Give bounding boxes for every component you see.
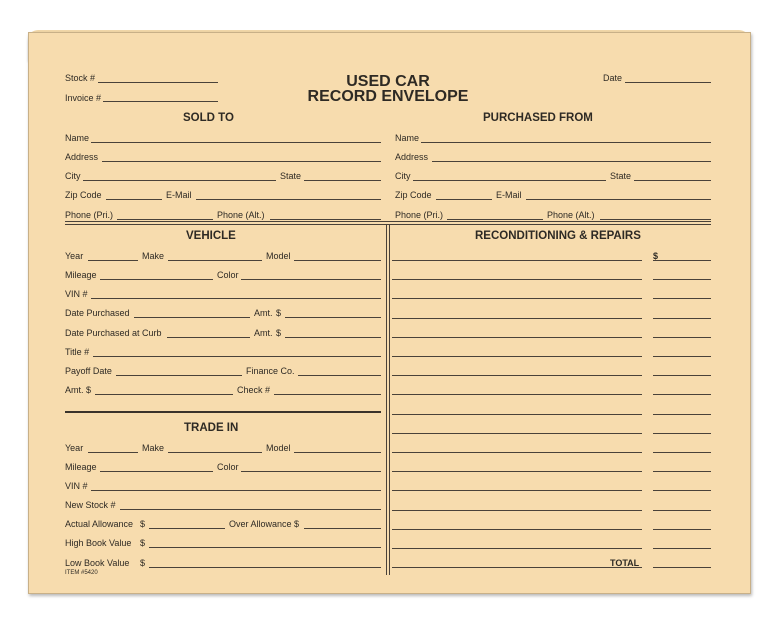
pf-state-label: State — [610, 171, 632, 181]
veh-vin-label: VIN # — [65, 289, 88, 299]
recon-description-line[interactable] — [392, 318, 642, 319]
pf-email-field[interactable] — [526, 199, 711, 200]
pf-phone-alt-label: Phone (Alt.) — [547, 210, 595, 220]
pf-email-label: E-Mail — [496, 190, 522, 200]
ti-color-label: Color — [217, 462, 239, 472]
recon-description-line[interactable] — [392, 452, 642, 453]
veh-year-field[interactable] — [88, 260, 138, 261]
ti-actual-allowance-dollar: $ — [140, 519, 146, 529]
sold-email-label: E-Mail — [166, 190, 192, 200]
ti-actual-allowance-label: Actual Allowance — [65, 519, 134, 529]
recon-description-line[interactable] — [392, 394, 642, 395]
veh-model-label: Model — [266, 251, 291, 261]
sold-name-label: Name — [65, 133, 90, 143]
ti-new-stock-label: New Stock # — [65, 500, 116, 510]
veh-mileage-label: Mileage — [65, 270, 97, 280]
veh-title-field[interactable] — [93, 356, 381, 357]
recon-heading: RECONDITIONING & REPAIRS — [475, 230, 641, 242]
recon-amount-line[interactable] — [653, 260, 711, 261]
veh-amt3-field[interactable] — [95, 394, 233, 395]
recon-description-line[interactable] — [392, 279, 642, 280]
veh-title-label: Title # — [65, 347, 90, 357]
sold-state-field[interactable] — [304, 180, 381, 181]
veh-year-label: Year — [65, 251, 84, 261]
page-subtitle: RECORD ENVELOPE — [307, 88, 469, 105]
sold-city-field[interactable] — [83, 180, 276, 181]
recon-amount-line[interactable] — [653, 279, 711, 280]
recon-dollar: $ — [653, 251, 659, 261]
pf-name-field[interactable] — [421, 142, 711, 143]
ti-mileage-field[interactable] — [100, 471, 213, 472]
recon-amount-line[interactable] — [653, 414, 711, 415]
veh-amt-field[interactable] — [285, 317, 381, 318]
ti-over-allowance-field[interactable] — [304, 528, 381, 529]
ti-high-book-label: High Book Value — [65, 538, 132, 548]
veh-color-field[interactable] — [241, 279, 381, 280]
pf-city-label: City — [395, 171, 411, 181]
veh-date-purchased-field[interactable] — [134, 317, 250, 318]
veh-date-purchased-label: Date Purchased — [65, 308, 130, 318]
invoice-label: Invoice # — [65, 93, 102, 103]
trade-in-heading: TRADE IN — [184, 422, 239, 434]
ti-high-book-field[interactable] — [149, 547, 381, 548]
veh-amt2-dollar: $ — [276, 328, 282, 338]
veh-amt-dollar: $ — [276, 308, 282, 318]
pf-address-label: Address — [395, 152, 429, 162]
sold-zip-field[interactable] — [106, 199, 162, 200]
purchased-from-heading: PURCHASED FROM — [483, 112, 593, 124]
recon-amount-line[interactable] — [653, 356, 711, 357]
recon-description-line[interactable] — [392, 414, 642, 415]
recon-description-line[interactable] — [392, 433, 642, 434]
pf-zip-label: Zip Code — [395, 190, 432, 200]
ti-mileage-label: Mileage — [65, 462, 97, 472]
recon-description-line[interactable] — [392, 567, 642, 568]
vehicle-trade-divider — [65, 411, 381, 413]
pf-phone-pri-field[interactable] — [447, 219, 543, 220]
veh-amt3-label: Amt. $ — [65, 385, 92, 395]
sold-email-field[interactable] — [196, 199, 381, 200]
item-number: ITEM #5420 — [65, 570, 98, 576]
ti-model-label: Model — [266, 443, 291, 453]
veh-finance-field[interactable] — [298, 375, 381, 376]
veh-model-field[interactable] — [294, 260, 381, 261]
ti-make-label: Make — [142, 443, 165, 453]
ti-color-field[interactable] — [241, 471, 381, 472]
recon-amount-line[interactable] — [653, 318, 711, 319]
recon-description-line[interactable] — [392, 548, 642, 549]
veh-amt-label: Amt. — [254, 308, 273, 318]
veh-date-curb-label: Date Purchased at Curb — [65, 328, 162, 338]
recon-amount-line[interactable] — [653, 337, 711, 338]
recon-description-line[interactable] — [392, 471, 642, 472]
veh-check-label: Check # — [237, 385, 271, 395]
veh-date-curb-field[interactable] — [167, 337, 250, 338]
recon-amount-line[interactable] — [653, 529, 711, 530]
recon-amount-line[interactable] — [653, 298, 711, 299]
ti-vin-field[interactable] — [91, 490, 381, 491]
ti-make-field[interactable] — [168, 452, 262, 453]
ti-high-book-dollar: $ — [140, 538, 146, 548]
sold-city-label: City — [65, 171, 81, 181]
stock-label: Stock # — [65, 73, 96, 83]
sold-name-field[interactable] — [91, 142, 381, 143]
recon-amount-line[interactable] — [653, 548, 711, 549]
recon-total-label: TOTAL — [610, 558, 640, 568]
divider-top-1 — [65, 221, 711, 222]
recon-amount-line[interactable] — [653, 567, 711, 568]
sold-phone-pri-label: Phone (Pri.) — [65, 210, 114, 220]
recon-amount-line[interactable] — [653, 375, 711, 376]
veh-vin-field[interactable] — [91, 298, 381, 299]
recon-amount-line[interactable] — [653, 394, 711, 395]
ti-year-field[interactable] — [88, 452, 138, 453]
sold-state-label: State — [280, 171, 302, 181]
veh-check-field[interactable] — [274, 394, 381, 395]
veh-amt2-field[interactable] — [285, 337, 381, 338]
recon-description-line[interactable] — [392, 298, 642, 299]
pf-phone-alt-field[interactable] — [600, 219, 711, 220]
recon-description-line[interactable] — [392, 337, 642, 338]
recon-amount-line[interactable] — [653, 510, 711, 511]
recon-amount-line[interactable] — [653, 490, 711, 491]
recon-description-line[interactable] — [392, 510, 642, 511]
vehicle-heading: VEHICLE — [186, 230, 236, 242]
veh-make-label: Make — [142, 251, 165, 261]
ti-vin-label: VIN # — [65, 481, 88, 491]
sold-address-field[interactable] — [102, 161, 381, 162]
page-title: USED CAR — [346, 73, 430, 90]
divider-top-2 — [65, 224, 711, 225]
ti-low-book-field[interactable] — [149, 567, 381, 568]
pf-state-field[interactable] — [634, 180, 711, 181]
sold-phone-alt-field[interactable] — [270, 219, 381, 220]
recon-amount-line[interactable] — [653, 452, 711, 453]
sold-zip-label: Zip Code — [65, 190, 102, 200]
recon-description-line[interactable] — [392, 375, 642, 376]
sold-phone-pri-field[interactable] — [117, 219, 213, 220]
recon-description-line[interactable] — [392, 260, 642, 261]
ti-actual-allowance-field[interactable] — [149, 528, 225, 529]
veh-mileage-field[interactable] — [100, 279, 213, 280]
sold-address-label: Address — [65, 152, 99, 162]
pf-name-label: Name — [395, 133, 420, 143]
ti-new-stock-field[interactable] — [120, 509, 381, 510]
divider-vertical-1 — [386, 225, 387, 575]
veh-amt2-label: Amt. — [254, 328, 273, 338]
veh-make-field[interactable] — [168, 260, 262, 261]
recon-description-line[interactable] — [392, 529, 642, 530]
recon-amount-line[interactable] — [653, 433, 711, 434]
recon-description-line[interactable] — [392, 356, 642, 357]
invoice-field[interactable] — [103, 101, 218, 102]
ti-over-allowance-label: Over Allowance $ — [229, 519, 300, 529]
date-label: Date — [603, 73, 623, 83]
pf-city-field[interactable] — [413, 180, 606, 181]
veh-payoff-field[interactable] — [116, 375, 242, 376]
ti-low-book-dollar: $ — [140, 558, 146, 568]
recon-description-line[interactable] — [392, 490, 642, 491]
pf-phone-pri-label: Phone (Pri.) — [395, 210, 444, 220]
ti-low-book-label: Low Book Value — [65, 558, 130, 568]
sold-to-heading: SOLD TO — [183, 112, 234, 124]
veh-payoff-label: Payoff Date — [65, 366, 112, 376]
sold-phone-alt-label: Phone (Alt.) — [217, 210, 265, 220]
ti-year-label: Year — [65, 443, 84, 453]
recon-amount-line[interactable] — [653, 471, 711, 472]
pf-address-field[interactable] — [432, 161, 711, 162]
veh-color-label: Color — [217, 270, 239, 280]
veh-finance-label: Finance Co. — [246, 366, 295, 376]
ti-model-field[interactable] — [294, 452, 381, 453]
date-field[interactable] — [625, 82, 711, 83]
stock-field[interactable] — [98, 82, 218, 83]
pf-zip-field[interactable] — [436, 199, 492, 200]
divider-vertical-2 — [389, 225, 390, 575]
